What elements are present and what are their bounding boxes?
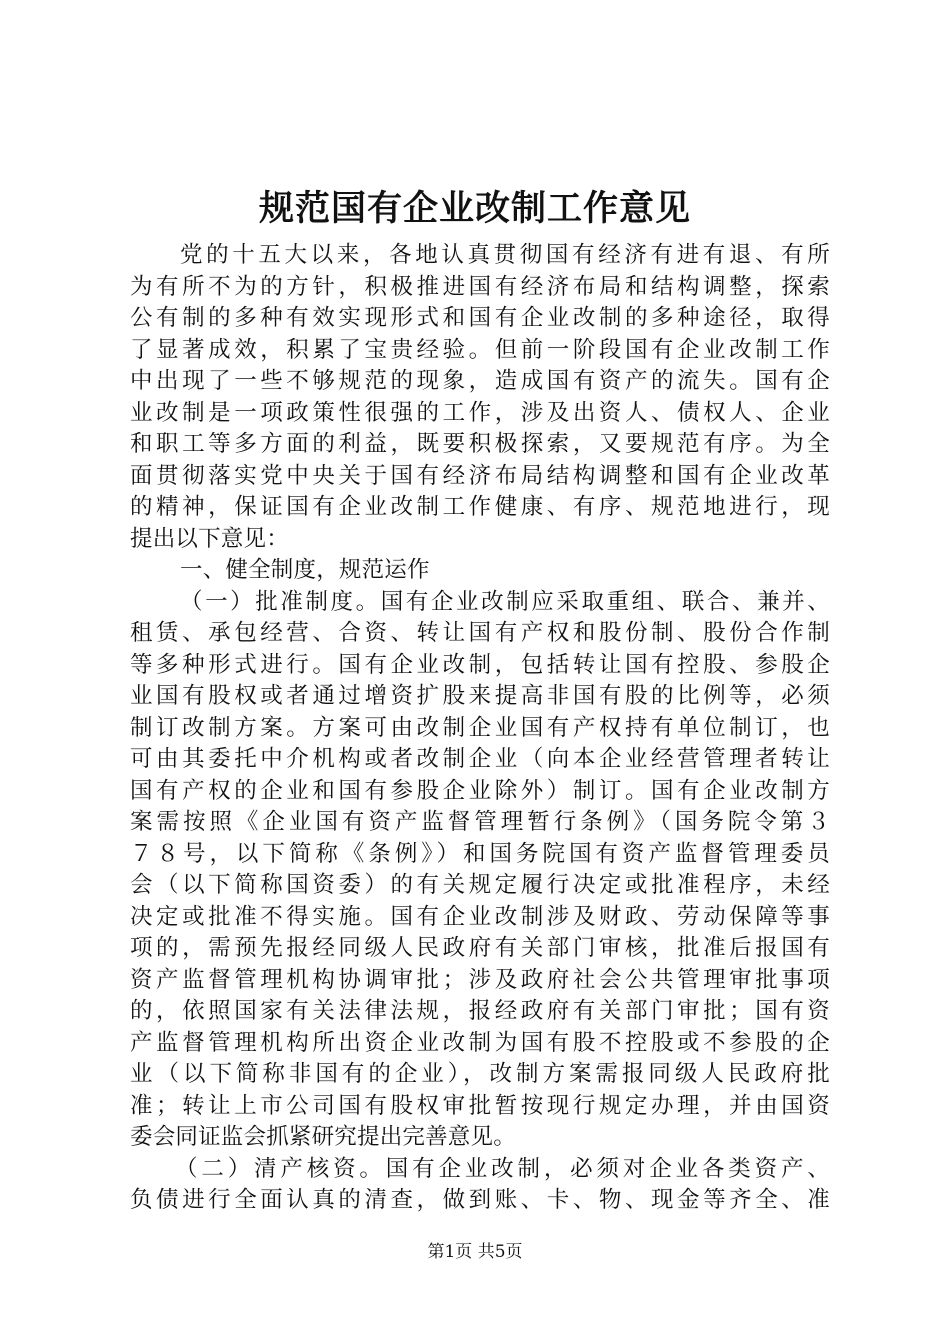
paragraph-line: 业国有股权或者通过增资扩股来提高非国有股的比例等，必须 — [130, 683, 830, 709]
paragraph-line: 国有产权的企业和国有参股企业除外）制订。国有企业改制方 — [130, 777, 830, 804]
page-footer: 第1页 共5页 — [427, 1242, 523, 1262]
paragraph-line: 资产监督管理机构协调审批；涉及政府社会公共管理审批事项 — [130, 966, 830, 993]
paragraph-line: 业（以下简称非国有的企业），改制方案需报同级人民政府批 — [130, 1061, 830, 1087]
paragraph-line: 等多种形式进行。国有企业改制，包括转让国有控股、参股企 — [130, 651, 830, 678]
paragraph-line: 公有制的多种有效实现形式和国有企业改制的多种途径，取得 — [130, 305, 830, 331]
paragraph-line: 会（以下简称国资委）的有关规定履行决定或批准程序，未经 — [130, 872, 830, 898]
paragraph-line: 案需按照《企业国有资产监督管理暂行条例》（国务院令第３ — [130, 809, 830, 835]
paragraph-line: （二）清产核资。国有企业改制，必须对企业各类资产、 — [175, 1155, 830, 1182]
paragraph-line: 中出现了一些不够规范的现象，造成国有资产的流失。国有企 — [130, 368, 830, 394]
paragraph-line: 提出以下意见： — [130, 525, 289, 552]
paragraph-line: 委会同证监会抓紧研究提出完善意见。 — [130, 1124, 516, 1150]
paragraph-line: 决定或批准不得实施。国有企业改制涉及财政、劳动保障等事 — [130, 903, 830, 930]
paragraph-line: 党的十五大以来，各地认真贯彻国有经济有进有退、有所 — [180, 242, 830, 268]
paragraph-line: 负债进行全面认真的清查，做到账、卡、物、现金等齐全、准 — [130, 1187, 830, 1213]
paragraph-line: 了显著成效，积累了宝贵经验。但前一阶段国有企业改制工作 — [130, 336, 830, 363]
paragraph-line: 为有所不为的方针，积极推进国有经济布局和结构调整，探索 — [130, 273, 830, 300]
paragraph-line: 的精神，保证国有企业改制工作健康、有序、规范地进行，现 — [130, 494, 830, 520]
paragraph-line: 准；转让上市公司国有股权审批暂按现行规定办理，并由国资 — [130, 1092, 830, 1119]
paragraph-line: ７８号，以下简称《条例》）和国务院国有资产监督管理委员 — [130, 840, 830, 867]
paragraph-line: 和职工等多方面的利益，既要积极探索，又要规范有序。为全 — [130, 431, 830, 457]
paragraph-line: 制订改制方案。方案可由改制企业国有产权持有单位制订，也 — [130, 714, 830, 741]
paragraph-line: 业改制是一项政策性很强的工作，涉及出资人、债权人、企业 — [130, 399, 830, 426]
document-body — [130, 240, 830, 1217]
paragraph-line: 面贯彻落实党中央关于国有经济布局结构调整和国有企业改革 — [130, 462, 830, 489]
paragraph-line: 项的，需预先报经同级人民政府有关部门审核，批准后报国有 — [130, 935, 830, 961]
paragraph-line: 产监督管理机构所出资企业改制为国有股不控股或不参股的企 — [130, 1029, 830, 1056]
paragraph-line: 可由其委托中介机构或者改制企业（向本企业经营管理者转让 — [130, 746, 830, 772]
paragraph-line: 租赁、承包经营、合资、转让国有产权和股份制、股份合作制 — [130, 620, 830, 646]
page-title: 规范国有企业改制工作意见 — [258, 188, 691, 229]
paragraph-line: 的，依照国家有关法律法规，报经政府有关部门审批；国有资 — [130, 998, 830, 1024]
section-heading: 一、健全制度，规范运作 — [180, 557, 430, 583]
paragraph-line: （一）批准制度。国有企业改制应采取重组、联合、兼并、 — [180, 588, 830, 615]
